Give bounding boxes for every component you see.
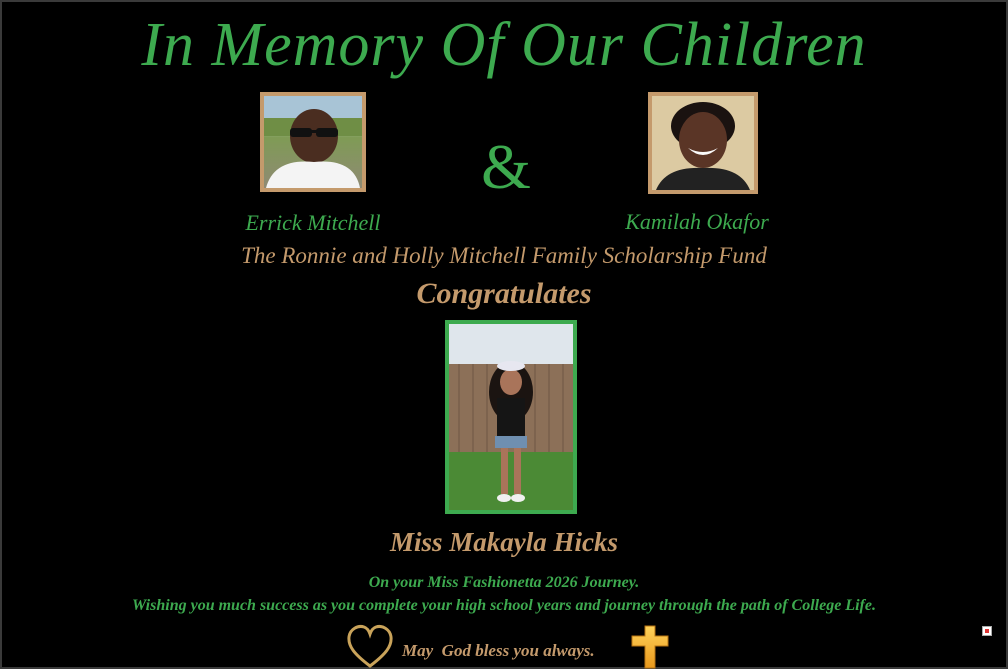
portrait-girl-graphic xyxy=(449,324,573,510)
cross-icon xyxy=(628,624,672,669)
memorial-name-right: Kamilah Okafor xyxy=(625,209,769,234)
scholarship-fund-name: The Ronnie and Holly Mitchell Family Scholarship Fund xyxy=(241,243,767,268)
broken-image-icon xyxy=(982,626,992,636)
memorial-name-left: Errick Mitchell xyxy=(245,210,381,235)
portrait-woman-graphic xyxy=(652,96,754,190)
ampersand: & xyxy=(481,131,531,202)
wish-line-2: Wishing you much success as you complete your high school years and journey through the path of College Life. xyxy=(132,597,876,614)
portrait-man-graphic xyxy=(264,96,362,188)
heart-outline-icon xyxy=(346,622,394,669)
photo-makayla-hicks xyxy=(445,320,577,514)
congratulates-heading: Congratulates xyxy=(416,277,592,310)
wish-line-1: On your Miss Fashionetta 2026 Journey. xyxy=(368,574,640,591)
photo-kamilah-okafor xyxy=(648,92,758,194)
photo-errick-mitchell xyxy=(260,92,366,192)
page-title: In Memory Of Our Children xyxy=(141,11,867,79)
blessing-text: May God bless you always. xyxy=(402,641,595,660)
honoree-name: Miss Makayla Hicks xyxy=(389,527,618,557)
